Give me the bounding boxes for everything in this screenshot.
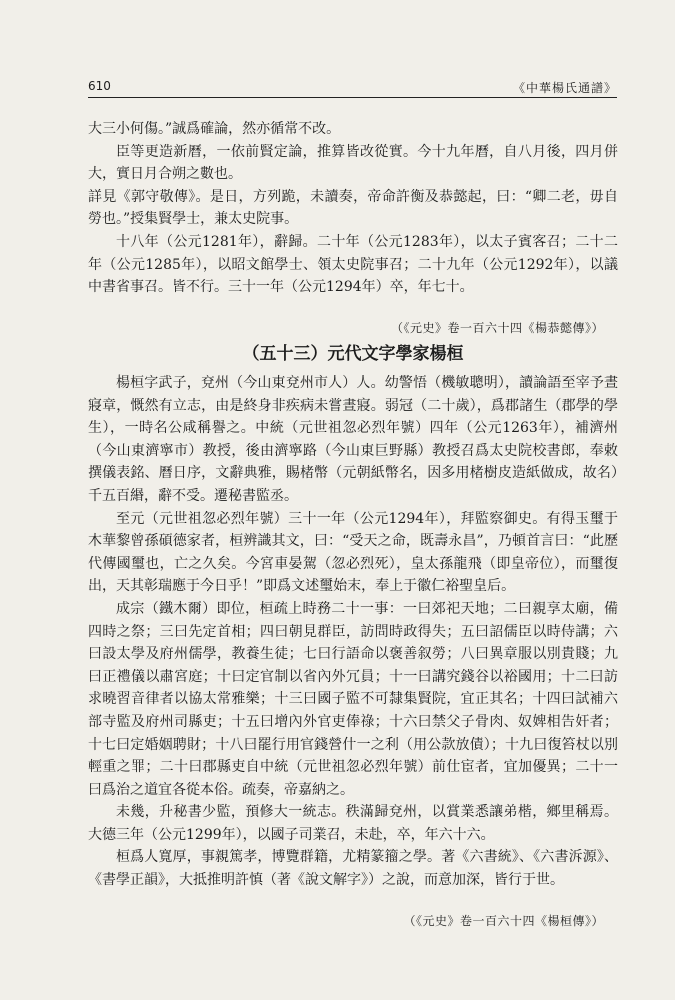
paragraph: 未幾，升秘書少監，預修大一統志。秩滿歸兗州，以賞業悉讓弟楷，鄉里稱焉。大德三年（公元1299年），以國子司業召，未赴，卒，年六十六。 [88, 804, 618, 843]
source-citation: （《元史》卷一百六十四《楊恭懿傳》） [390, 320, 604, 335]
paragraph: 楊桓字武子，兗州（今山東兗州市人）人。幼警悟（機敏聰明），讀論語至宰予晝寢章，慨然有立志，由是終身非疾病未嘗晝寢。弱冠（二十歲），爲郡諸生（郡學的學生），一時名公咸稱譽之。中統（元世祖忽必烈年號）四年（公元1263年），補濟州（今山東濟寧市）教授，後由濟寧路（今山東巨野縣）教授召爲太史院校書郎，奉敕撰儀表銘、曆日序，文辭典雅，賜楮幣（元朝紙幣名，因多用楮樹皮造紙做成，故名）千五百緡，辭不受。遷秘書監丞。 [88, 375, 618, 504]
section-previous [88, 118, 618, 339]
source-citation: （《元史》卷一百六十四《楊桓傳》） [403, 913, 604, 928]
paragraph: 至元（元世祖忽必烈年號）三十一年（公元1294年），拜監察御史。有得玉璽于木華黎曾孫碩德家者，桓辨識其文，曰：“受天之命，既壽永昌”，乃頓首言曰：“此歷代傳國璽也，亡之久矣。今宮車晏駕（忽必烈死），皇太孫龍飛（即皇帝位），而璽復出，天其彰瑞應于今日乎！”即爲文述璽始末，奉上于徽仁裕聖皇后。 [88, 510, 618, 595]
paragraph: 詳見《郭守敬傳》。是日，方列跪，未讀奏，帝命許衡及恭懿起，曰：“卿二老，毋自勞也。”授集賢學士，兼太史院事。 [88, 188, 618, 228]
section-yang-huan [88, 372, 618, 932]
paragraph: 大三小何傷。”誠爲確論，然亦循常不改。 [88, 121, 341, 137]
paragraph: 十八年（公元1281年），辭歸。二十年（公元1283年），以太子賓客召；二十二年（公元1285年），以昭文館學士、領太史院事召；二十九年（公元1292年），以議中書省事召。皆不行。三十一年（公元1294年）卒，年七十。 [88, 233, 618, 296]
header-rule [88, 97, 617, 98]
paragraph: 桓爲人寬厚，事親篤孝，博覽群籍，尤精篆籀之學。著《六書統》、《六書泝源》、《書學正韻》，大抵推明許慎（著《說文解字》）之說，而意加深，皆行于世。 [88, 849, 618, 889]
section-title: （五十三）元代文字學家楊桓 [242, 344, 464, 364]
paragraph: 臣等更造新曆，一依前賢定論，推算皆改從實。今十九年曆，自八月後，四月併大，實日月合朔之數也。 [88, 143, 618, 183]
page-number: 610 [88, 79, 111, 93]
paragraph: 成宗（鐵木爾）即位，桓疏上時務二十一事：一曰郊祀天地；二曰親享太廟，備四時之祭；三曰先定首相；四曰朝見群臣，訪問時政得失；五曰詔儒臣以時侍講；六曰設太學及府州儒學，教養生徒；七曰行語命以褒善叙勞；八曰異章服以別貴賤；九曰正禮儀以肅宮庭；十曰定官制以省內外冗員；十一曰講究錢谷以裕國用；十二曰訪求曉習音律者以協太常雅樂；十三曰國子監不可隸集賢院，宜正其名；十四曰試補六部寺監及府州司縣吏；十五曰增內外官吏俸祿；十六曰禁父子骨肉、奴婢相告奸者；十七曰定婚姻聘財；十八曰罷行用官錢營什一之利（用公款放債）；十九曰復笞杖以別輕重之罪；二十曰郡縣吏自中統（元世祖忽必烈年號）前仕宦者，宜加優異；二十一曰爲治之道宜各從本俗。疏奏，帝嘉納之。 [88, 600, 618, 798]
page-header [88, 79, 617, 95]
running-title: 《中華楊氏通譜》 [512, 81, 617, 95]
